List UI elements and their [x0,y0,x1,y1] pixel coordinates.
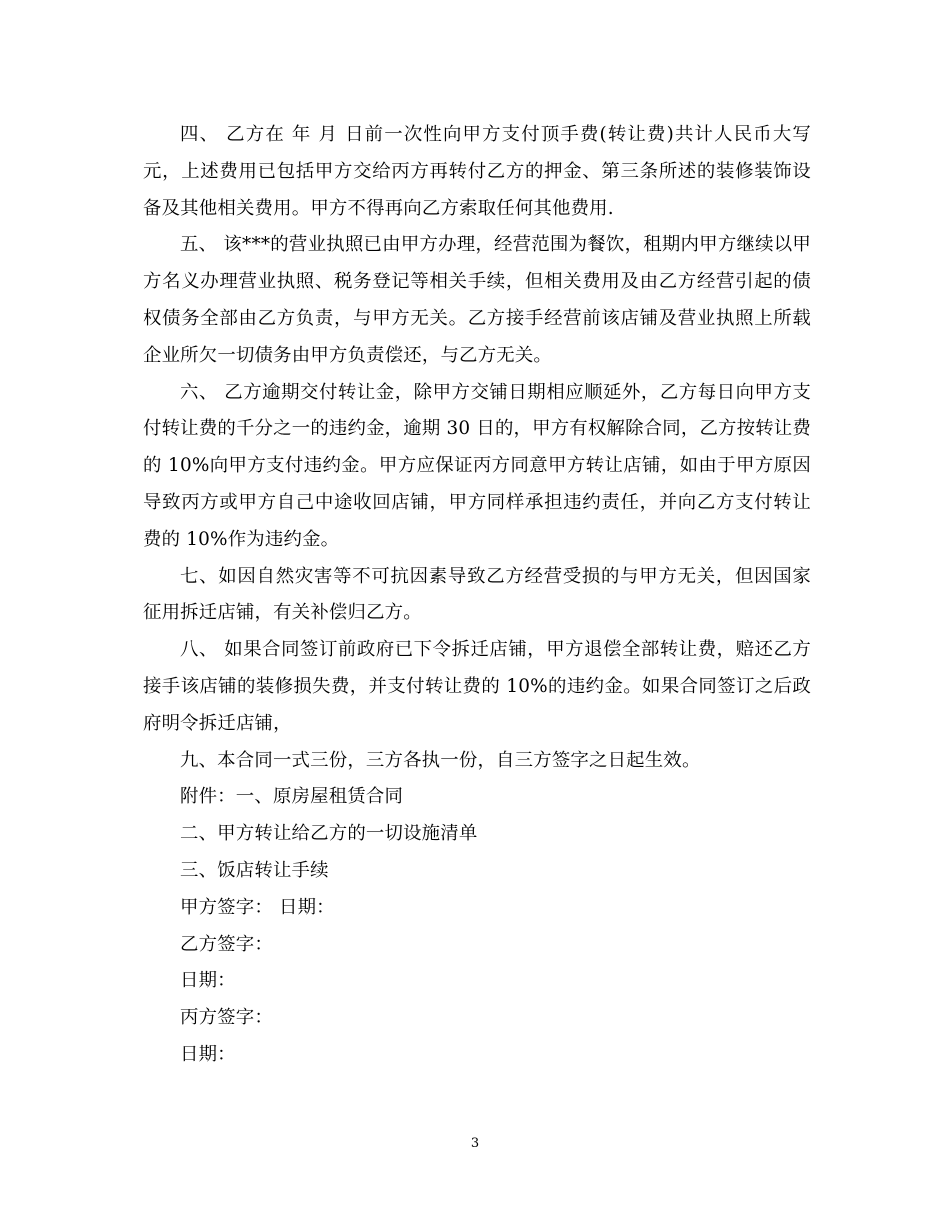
party-b-date-line: 日期： [180,970,236,992]
party-b-signature-line: 乙方签字： [180,933,273,955]
clause-4-paragraph: 四、 乙方在 年 月 日前一次性向甲方支付顶手费(转让费)共计人民币大写 元，上述费用已包括甲方交给丙方再转付乙方的押金、第三条所述的装修装饰设备及其他相关费用。甲方不得再向乙方索取任何其他费用. [143,124,811,219]
clause-9-line: 九、本合同一式三份，三方各执一份，自三方签字之日起生效。 [180,749,701,771]
clause-5-paragraph: 五、 该***的营业执照已由甲方办理，经营范围为餐饮，租期内甲方继续以甲方名义办理营业执照、税务登记等相关手续，但相关费用及由乙方经营引起的债权债务全部由乙方负责，与甲方无关。乙方接手经营前该店铺及营业执照上所载企业所欠一切债务由甲方负责偿还，与乙方无关。 [143,234,811,366]
party-c-date-line: 日期： [180,1043,236,1065]
page-number: 3 [470,1136,480,1151]
clause-7-paragraph: 七、如因自然灾害等不可抗因素导致乙方经营受损的与甲方无关，但因国家征用拆迁店铺，有关补偿归乙方。 [143,565,811,624]
attachment-item-3: 三、饭店转让手续 [180,859,329,881]
party-a-signature-line: 甲方签字： 日期： [180,896,335,918]
attachment-item-2: 二、甲方转让给乙方的一切设施清单 [180,823,478,845]
clause-8-paragraph: 八、 如果合同签订前政府已下令拆迁店铺，甲方退偿全部转让费，赔还乙方接手该店铺的装修损失费，并支付转让费的 10%的违约金。如果合同签订之后政府明令拆迁店铺， [143,639,811,734]
party-c-signature-line: 丙方签字： [180,1007,273,1029]
document-body [143,117,811,1074]
clause-6-paragraph: 六、 乙方逾期交付转让金，除甲方交铺日期相应顺延外，乙方每日向甲方支付转让费的千分之一的违约金，逾期 30 日的，甲方有权解除合同，乙方按转让费的 10%向甲方支付违约金。甲方应保证丙方同意甲方转让店铺，如由于甲方原因导致丙方或甲方自己中途收回店铺，甲方同样承担违约责任，并向乙方支付转让费的 10%作为违约金。 [143,381,811,550]
attachment-heading-line: 附件：一、原房屋租赁合同 [180,786,404,808]
